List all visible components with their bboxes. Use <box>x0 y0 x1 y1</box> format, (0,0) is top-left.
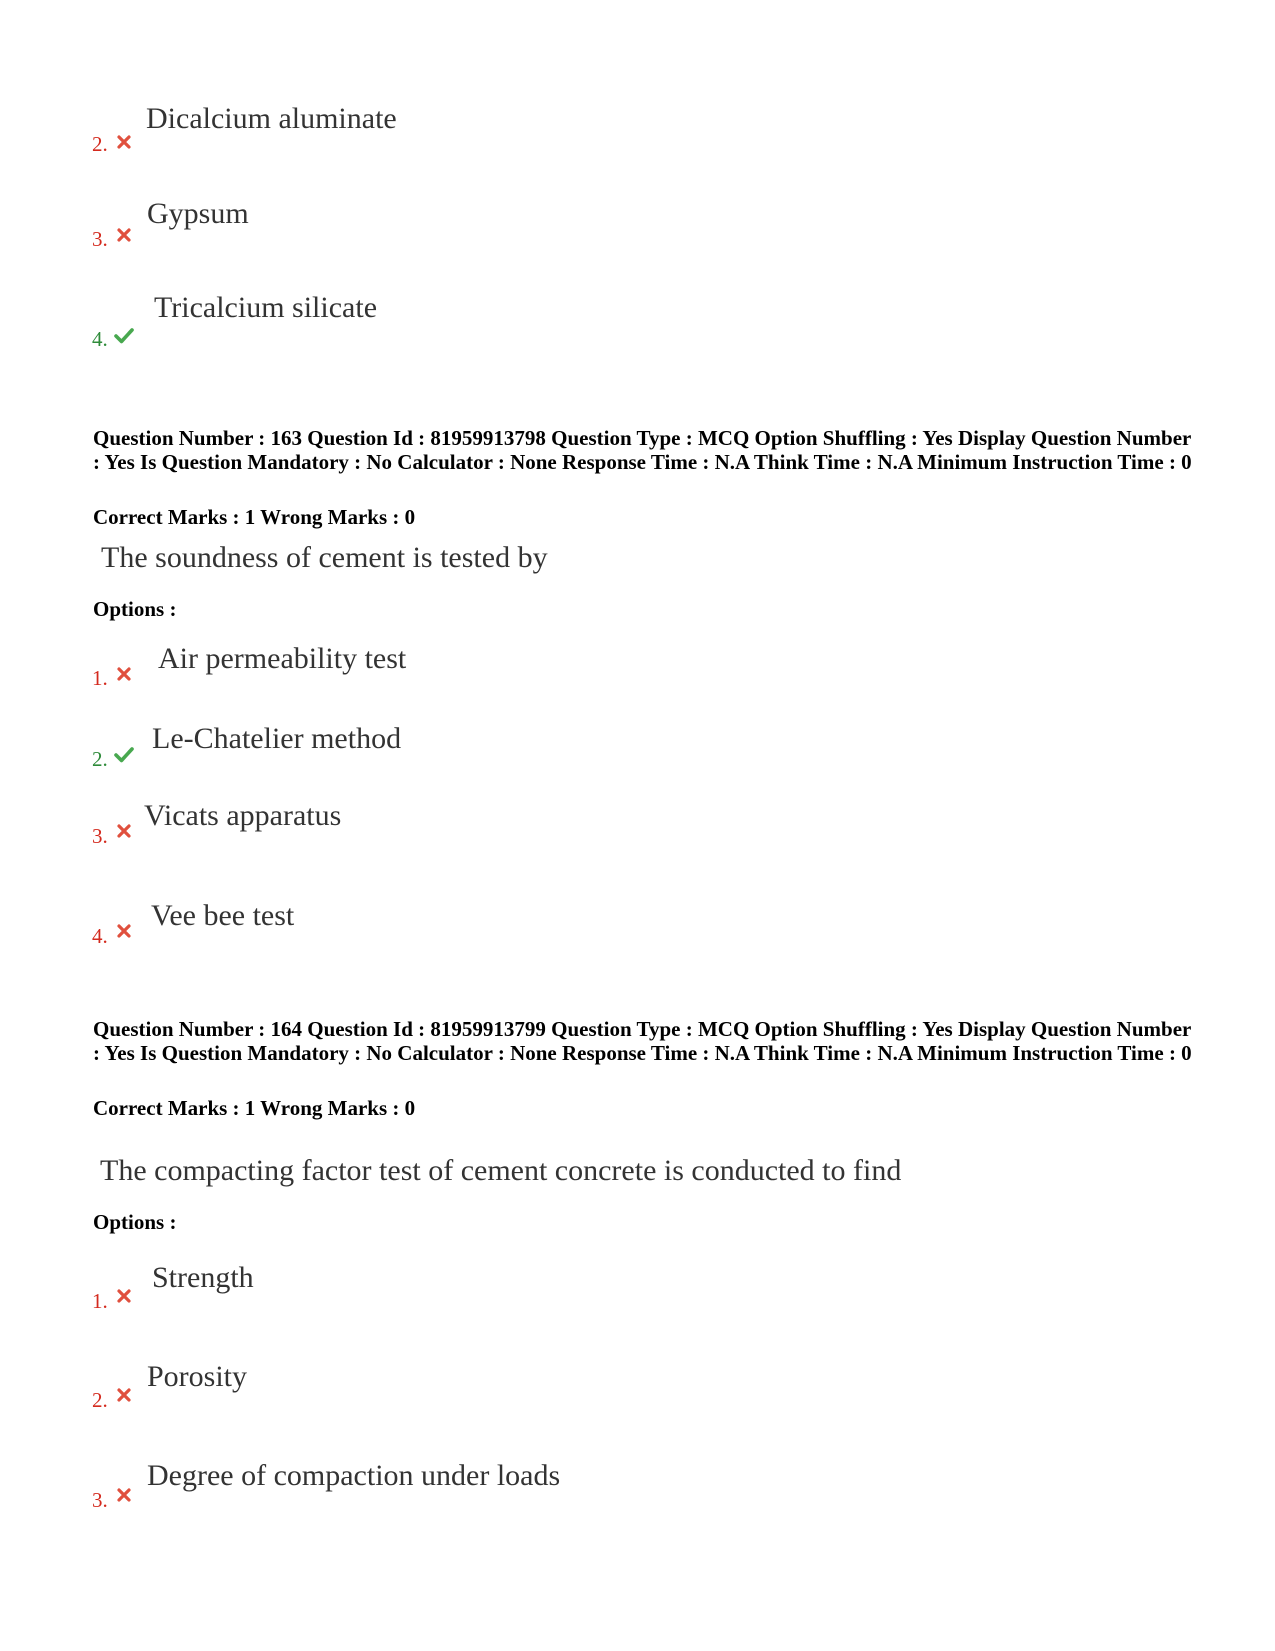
question-text: The compacting factor test of cement concrete is conducted to find <box>100 1154 902 1187</box>
question-marks: Correct Marks : 1 Wrong Marks : 0 <box>93 1096 416 1120</box>
cross-icon <box>116 1288 132 1304</box>
options-label: Options : <box>93 1210 177 1234</box>
option-text: Strength <box>152 1261 254 1294</box>
option-text: Vee bee test <box>151 899 295 932</box>
cross-icon <box>116 666 132 682</box>
option-number: 4. <box>92 924 108 948</box>
cross-icon <box>116 227 132 243</box>
cross-icon <box>116 823 132 839</box>
option-number: 3. <box>92 824 108 848</box>
option-number: 2. <box>92 747 108 771</box>
option-number: 2. <box>92 132 108 156</box>
check-icon <box>114 746 134 764</box>
check-icon <box>114 327 134 345</box>
option-text: Tricalcium silicate <box>154 291 378 324</box>
option-text: Vicats apparatus <box>144 799 342 832</box>
question-text: The soundness of cement is tested by <box>101 541 548 574</box>
option-text: Porosity <box>147 1360 248 1393</box>
option-text: Degree of compaction under loads <box>147 1459 561 1492</box>
option-number: 1. <box>92 666 108 690</box>
question-marks: Correct Marks : 1 Wrong Marks : 0 <box>93 505 416 529</box>
option-text: Air permeability test <box>158 642 407 675</box>
question-meta: Question Number : 163 Question Id : 81959913798 Question Type : MCQ Option Shuffling : Yes Display Question Number : Yes Is Question Mandatory : No Calculator : None Response Time : N.A Think Time : N.A Minimum Instruction Time : 0 <box>93 426 1192 474</box>
option-number: 4. <box>92 327 108 351</box>
cross-icon <box>116 134 132 150</box>
options-label: Options : <box>93 597 177 621</box>
option-number: 3. <box>92 1488 108 1512</box>
cross-icon <box>116 1487 132 1503</box>
option-text: Dicalcium aluminate <box>146 102 397 135</box>
option-text: Gypsum <box>147 197 249 230</box>
option-text: Le-Chatelier method <box>152 722 402 755</box>
cross-icon <box>116 923 132 939</box>
option-number: 1. <box>92 1289 108 1313</box>
cross-icon <box>116 1387 132 1403</box>
question-meta: Question Number : 164 Question Id : 81959913799 Question Type : MCQ Option Shuffling : Yes Display Question Number : Yes Is Question Mandatory : No Calculator : None Response Time : N.A Think Time : N.A Minimum Instruction Time : 0 <box>93 1017 1192 1065</box>
option-number: 2. <box>92 1388 108 1412</box>
option-number: 3. <box>92 227 108 251</box>
